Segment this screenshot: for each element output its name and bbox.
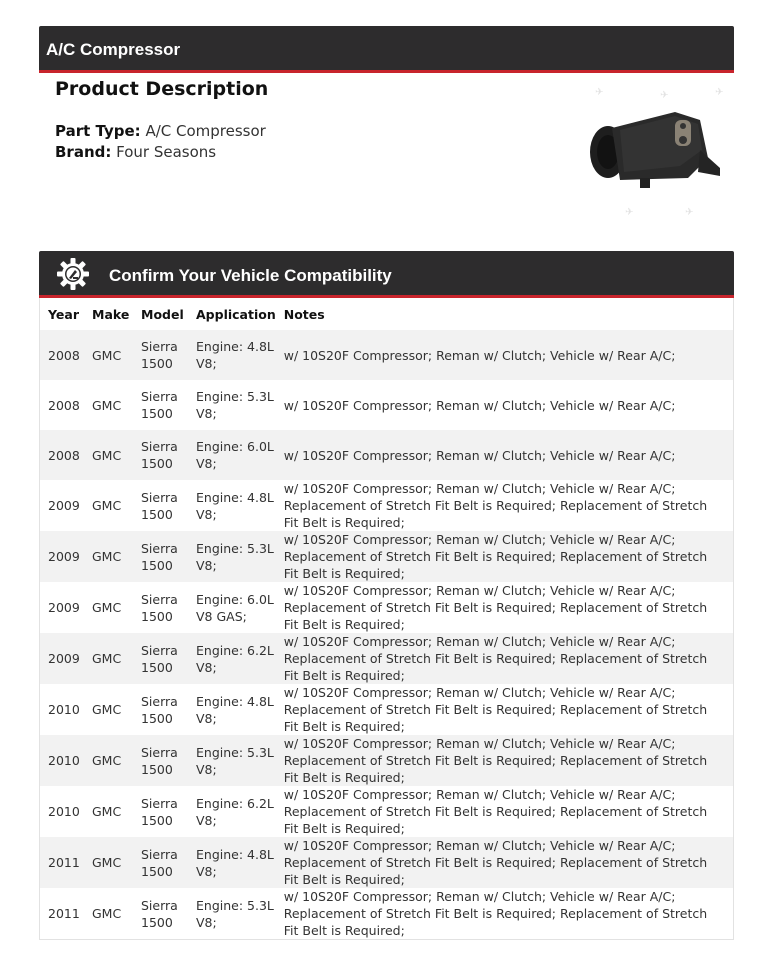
cell-notes: w/ 10S20F Compressor; Reman w/ Clutch; Vehicle w/ Rear A/C; xyxy=(276,430,733,480)
column-header-model: Model xyxy=(141,306,184,322)
compatibility-title: Confirm Your Vehicle Compatibility xyxy=(109,266,392,285)
table-row xyxy=(40,480,733,531)
svg-text:✈: ✈ xyxy=(660,90,669,101)
compatibility-header-bar xyxy=(39,251,734,298)
cell-year: 2011 xyxy=(40,837,84,888)
cell-model: Sierra 1500 xyxy=(133,480,188,531)
cell-year: 2008 xyxy=(40,430,84,480)
cell-application: Engine: 5.3L V8; xyxy=(188,735,276,786)
cell-model: Sierra 1500 xyxy=(133,735,188,786)
cell-make: GMC xyxy=(84,837,133,888)
cell-make: GMC xyxy=(84,380,133,430)
cell-make: GMC xyxy=(84,735,133,786)
svg-text:✈: ✈ xyxy=(715,87,724,98)
product-title-bar xyxy=(39,26,734,73)
cell-application: Engine: 6.2L V8; xyxy=(188,633,276,684)
cell-application: Engine: 6.2L V8; xyxy=(188,786,276,837)
cell-notes: w/ 10S20F Compressor; Reman w/ Clutch; Vehicle w/ Rear A/C; Replacement of Stretch Fit Belt is Required; Replacement of Stretch Fit Belt is Required; xyxy=(276,480,733,531)
part-type-label: Part Type: xyxy=(55,122,141,140)
cell-model: Sierra 1500 xyxy=(133,582,188,633)
table-row xyxy=(40,684,733,735)
cell-model: Sierra 1500 xyxy=(133,837,188,888)
table-row xyxy=(40,380,733,430)
cell-year: 2009 xyxy=(40,633,84,684)
table-row xyxy=(40,582,733,633)
gear-icon xyxy=(56,257,90,291)
cell-make: GMC xyxy=(84,888,133,939)
cell-model: Sierra 1500 xyxy=(133,633,188,684)
cell-year: 2008 xyxy=(40,380,84,430)
table-row xyxy=(40,531,733,582)
cell-model: Sierra 1500 xyxy=(133,430,188,480)
cell-application: Engine: 6.0L V8 GAS; xyxy=(188,582,276,633)
part-type-value: A/C Compressor xyxy=(145,122,266,140)
cell-make: GMC xyxy=(84,330,133,380)
cell-notes: w/ 10S20F Compressor; Reman w/ Clutch; Vehicle w/ Rear A/C; Replacement of Stretch Fit Belt is Required; Replacement of Stretch Fit Belt is Required; xyxy=(276,531,733,582)
table-row xyxy=(40,735,733,786)
cell-year: 2010 xyxy=(40,786,84,837)
column-header-make: Make xyxy=(92,306,130,322)
cell-application: Engine: 4.8L V8; xyxy=(188,837,276,888)
cell-make: GMC xyxy=(84,582,133,633)
ac-compressor-image xyxy=(580,80,735,220)
cell-make: GMC xyxy=(84,786,133,837)
cell-notes: w/ 10S20F Compressor; Reman w/ Clutch; Vehicle w/ Rear A/C; Replacement of Stretch Fit Belt is Required; Replacement of Stretch Fit Belt is Required; xyxy=(276,888,733,939)
table-header-row xyxy=(40,298,733,330)
cell-notes: w/ 10S20F Compressor; Reman w/ Clutch; Vehicle w/ Rear A/C; Replacement of Stretch Fit Belt is Required; Replacement of Stretch Fit Belt is Required; xyxy=(276,684,733,735)
table-row xyxy=(40,633,733,684)
cell-year: 2010 xyxy=(40,735,84,786)
cell-notes: w/ 10S20F Compressor; Reman w/ Clutch; Vehicle w/ Rear A/C; Replacement of Stretch Fit Belt is Required; Replacement of Stretch Fit Belt is Required; xyxy=(276,786,733,837)
cell-year: 2008 xyxy=(40,330,84,380)
cell-model: Sierra 1500 xyxy=(133,888,188,939)
svg-text:✈: ✈ xyxy=(625,207,634,218)
column-header-year: Year xyxy=(48,306,79,322)
cell-make: GMC xyxy=(84,430,133,480)
compatibility-table xyxy=(39,298,734,940)
product-title: A/C Compressor xyxy=(46,40,181,59)
cell-application: Engine: 5.3L V8; xyxy=(188,531,276,582)
table-row xyxy=(40,430,733,480)
cell-application: Engine: 5.3L V8; xyxy=(188,380,276,430)
cell-notes: w/ 10S20F Compressor; Reman w/ Clutch; Vehicle w/ Rear A/C; Replacement of Stretch Fit Belt is Required; Replacement of Stretch Fit Belt is Required; xyxy=(276,633,733,684)
cell-notes: w/ 10S20F Compressor; Reman w/ Clutch; Vehicle w/ Rear A/C; xyxy=(276,330,733,380)
cell-make: GMC xyxy=(84,531,133,582)
cell-application: Engine: 4.8L V8; xyxy=(188,330,276,380)
cell-notes: w/ 10S20F Compressor; Reman w/ Clutch; Vehicle w/ Rear A/C; Replacement of Stretch Fit Belt is Required; Replacement of Stretch Fit Belt is Required; xyxy=(276,582,733,633)
svg-text:✈: ✈ xyxy=(685,207,694,218)
part-type-line xyxy=(55,122,266,140)
cell-make: GMC xyxy=(84,633,133,684)
column-header-application: Application xyxy=(196,306,276,322)
cell-model: Sierra 1500 xyxy=(133,531,188,582)
cell-model: Sierra 1500 xyxy=(133,684,188,735)
cell-application: Engine: 4.8L V8; xyxy=(188,480,276,531)
cell-year: 2009 xyxy=(40,531,84,582)
cell-model: Sierra 1500 xyxy=(133,330,188,380)
table-row xyxy=(40,837,733,888)
table-row xyxy=(40,786,733,837)
cell-notes: w/ 10S20F Compressor; Reman w/ Clutch; Vehicle w/ Rear A/C; Replacement of Stretch Fit Belt is Required; Replacement of Stretch Fit Belt is Required; xyxy=(276,735,733,786)
cell-application: Engine: 4.8L V8; xyxy=(188,684,276,735)
cell-notes: w/ 10S20F Compressor; Reman w/ Clutch; Vehicle w/ Rear A/C; xyxy=(276,380,733,430)
cell-make: GMC xyxy=(84,480,133,531)
cell-year: 2009 xyxy=(40,480,84,531)
cell-year: 2009 xyxy=(40,582,84,633)
cell-year: 2011 xyxy=(40,888,84,939)
cell-make: GMC xyxy=(84,684,133,735)
brand-label: Brand: xyxy=(55,143,112,161)
cell-application: Engine: 5.3L V8; xyxy=(188,888,276,939)
cell-application: Engine: 6.0L V8; xyxy=(188,430,276,480)
column-header-notes: Notes xyxy=(283,306,325,322)
brand-value: Four Seasons xyxy=(116,143,217,161)
cell-year: 2010 xyxy=(40,684,84,735)
brand-line xyxy=(55,143,216,161)
cell-model: Sierra 1500 xyxy=(133,786,188,837)
product-description-heading: Product Description xyxy=(55,78,269,100)
cell-model: Sierra 1500 xyxy=(133,380,188,430)
cell-notes: w/ 10S20F Compressor; Reman w/ Clutch; Vehicle w/ Rear A/C; Replacement of Stretch Fit Belt is Required; Replacement of Stretch Fit Belt is Required; xyxy=(276,837,733,888)
svg-text:✈: ✈ xyxy=(595,87,604,98)
table-row xyxy=(40,888,733,939)
table-row xyxy=(40,330,733,380)
